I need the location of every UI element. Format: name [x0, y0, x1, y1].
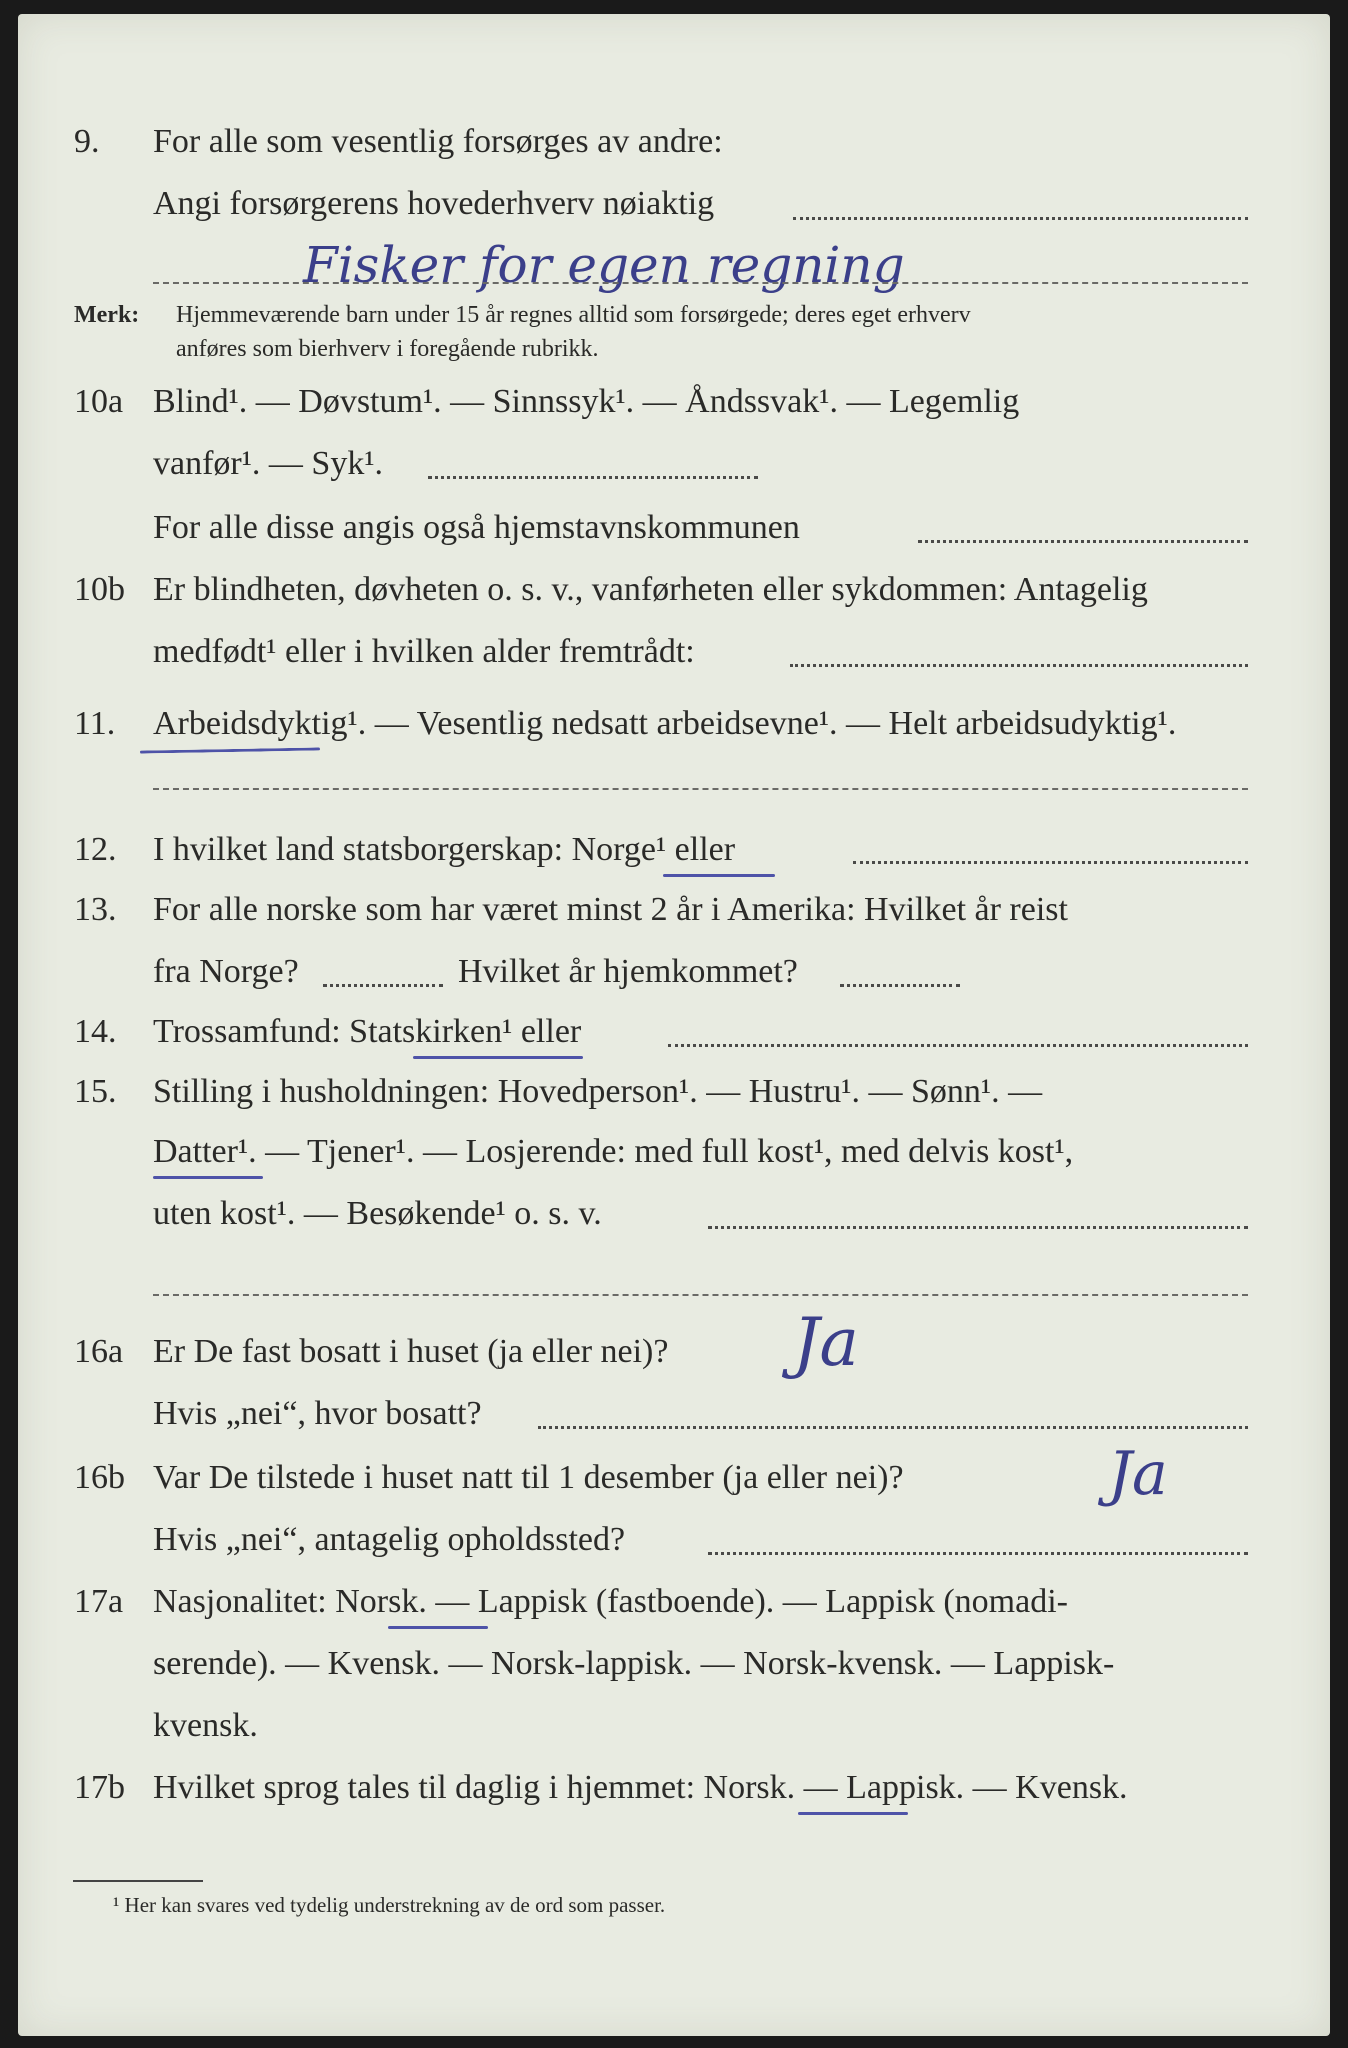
q16b-dotted-line — [708, 1552, 1248, 1555]
q17a-underline-mark — [388, 1626, 488, 1629]
q15-text-2: Datter¹. — Tjener¹. — Losjerende: med full kost¹, med delvis kost¹, — [153, 1133, 1074, 1170]
q16a-text-2: Hvis „nei“, hvor bosatt? — [153, 1395, 482, 1432]
footnote-text: ¹ Her kan svares ved tydelig understrekning av de ord som passer. — [113, 1893, 666, 1917]
q16b-number: 16b — [74, 1459, 125, 1496]
q13-text-2b: Hvilket år hjemkommet? — [458, 953, 798, 990]
q16a-dotted-line — [538, 1426, 1248, 1429]
q12-underline-mark — [663, 874, 775, 877]
q9-number: 9. — [74, 123, 100, 160]
q9-answer-line — [153, 282, 1248, 284]
q13-hjemkommet-dotted-line — [840, 984, 960, 987]
q9-text-1: For alle som vesentlig forsørges av andre: — [153, 123, 723, 160]
q17b-text-1: Hvilket sprog tales til daglig i hjemmet: Norsk. — Lappisk. — Kvensk. — [153, 1769, 1128, 1806]
q11-text-1: Arbeidsdyktig¹. — Vesentlig nedsatt arbeidsevne¹. — Helt arbeidsudyktig¹. — [153, 705, 1177, 742]
q10a-text-1: Blind¹. — Døvstum¹. — Sinnssyk¹. — Åndssvak¹. — Legemlig — [153, 383, 1020, 420]
q17a-text-2: serende). — Kvensk. — Norsk-lappisk. — Norsk-kvensk. — Lappisk- — [153, 1645, 1115, 1682]
q13-text-2: fra Norge? — [153, 953, 299, 990]
q11-answer-line — [153, 788, 1248, 790]
q12-number: 12. — [74, 831, 117, 868]
q9-answer-dotted-line — [793, 217, 1248, 220]
q15-number: 15. — [74, 1073, 117, 1110]
q12-dotted-line — [853, 861, 1248, 864]
q16b-text-2: Hvis „nei“, antagelig opholdssted? — [153, 1521, 626, 1558]
q17a-text-3: kvensk. — [153, 1707, 258, 1744]
q17a-number: 17a — [74, 1583, 124, 1620]
q14-number: 14. — [74, 1013, 117, 1050]
q15-text-3: uten kost¹. — Besøkende¹ o. s. v. — [153, 1195, 602, 1232]
q15-text-1: Stilling i husholdningen: Hovedperson¹. — Hustru¹. — Sønn¹. — — [153, 1073, 1043, 1110]
q15-underline-mark — [153, 1176, 263, 1179]
q16a-number: 16a — [74, 1333, 124, 1370]
q12-text-1: I hvilket land statsborgerskap: Norge¹ eller — [153, 831, 736, 868]
q15-dotted-line — [708, 1226, 1248, 1229]
q17a-text-1: Nasjonalitet: Norsk. — Lappisk (fastboende). — Lappisk (nomadi- — [153, 1583, 1068, 1620]
q16b-text-1: Var De tilstede i huset natt til 1 desember (ja eller nei)? — [153, 1459, 904, 1496]
q15-answer-line — [153, 1294, 1248, 1296]
q13-number: 13. — [74, 891, 117, 928]
q10a-hjemstavn-dotted-line — [918, 540, 1248, 543]
q13-text-1: For alle norske som har været minst 2 år i Amerika: Hvilket år reist — [153, 891, 1068, 928]
q9-handwritten-answer: Fisker for egen regning — [303, 236, 905, 294]
merk-text-2: anføres som bierhverv i foregående rubrikk. — [176, 336, 599, 362]
q10b-text-1: Er blindheten, døvheten o. s. v., vanførheten eller sykdommen: Antagelig — [153, 571, 1148, 608]
q17b-number: 17b — [74, 1769, 125, 1806]
merk-text-1: Hjemmeværende barn under 15 år regnes alltid som forsørgede; deres eget erhverv — [176, 302, 971, 328]
q14-dotted-line — [668, 1044, 1248, 1047]
q11-underline-mark — [140, 747, 320, 753]
footnote-rule — [73, 1880, 203, 1882]
census-form-page — [18, 14, 1330, 2036]
q16a-text-1: Er De fast bosatt i huset (ja eller nei)? — [153, 1333, 669, 1370]
q13-reist-dotted-line — [323, 984, 443, 987]
q17b-underline-mark — [798, 1812, 908, 1815]
q10a-syk-dotted-line — [428, 476, 758, 479]
q10a-text-2: vanfør¹. — Syk¹. — [153, 445, 384, 482]
q10b-dotted-line — [790, 664, 1248, 667]
q9-text-2: Angi forsørgerens hovederhverv nøiaktig — [153, 185, 715, 222]
q11-number: 11. — [74, 705, 116, 742]
merk-label: Merk: — [74, 302, 140, 328]
q10b-number: 10b — [74, 571, 125, 608]
q10a-text-3: For alle disse angis også hjemstavnskommunen — [153, 509, 800, 546]
q10a-number: 10a — [74, 383, 124, 420]
q14-underline-mark — [413, 1056, 583, 1059]
q14-text-1: Trossamfund: Statskirken¹ eller — [153, 1013, 582, 1050]
q10b-text-2: medfødt¹ eller i hvilken alder fremtrådt: — [153, 633, 695, 670]
q16a-handwritten-answer: Ja — [793, 1304, 859, 1381]
q16b-handwritten-answer: Ja — [1108, 1439, 1168, 1509]
